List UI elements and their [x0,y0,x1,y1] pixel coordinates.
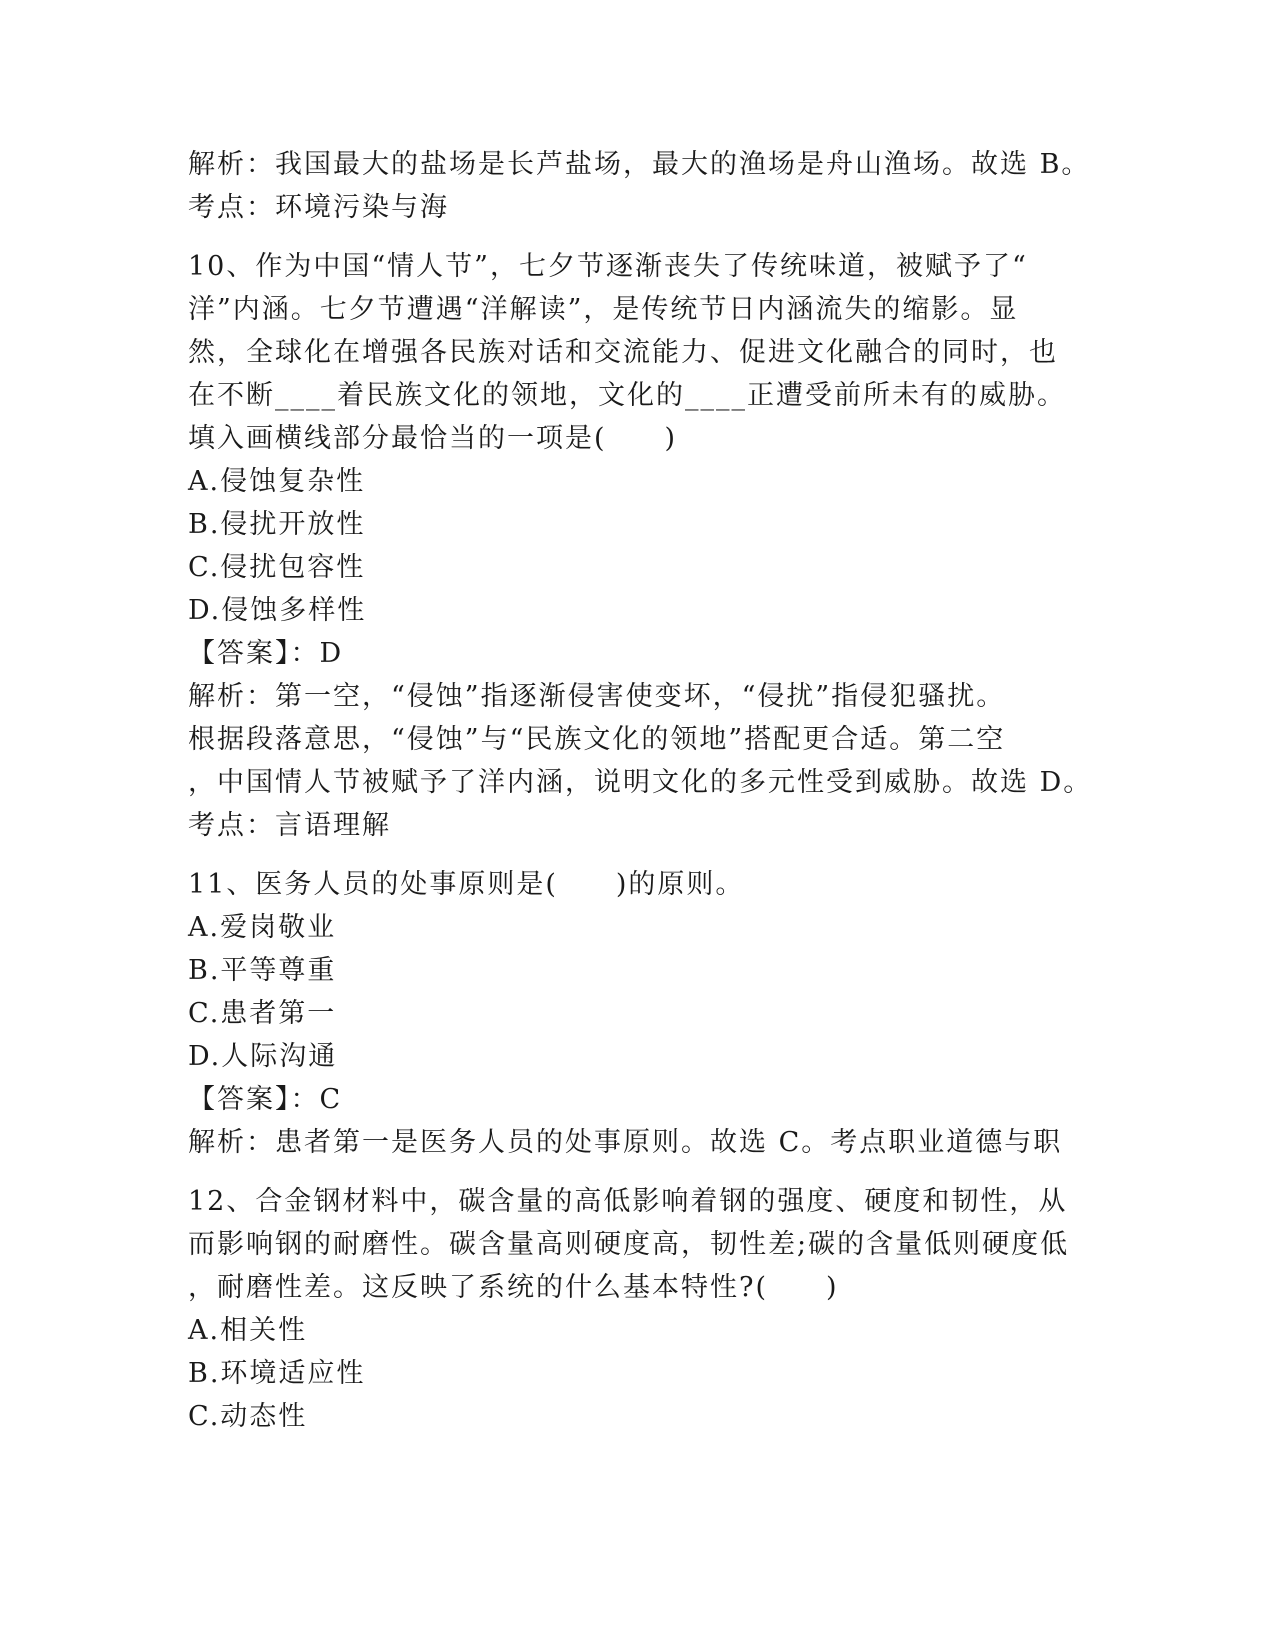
explanation-text: 根据段落意思，“侵蚀”与“民族文化的领地”搭配更合适。第二空 [188,724,1006,755]
question-text: 在不断____着民族文化的领地，文化的____正遭受前所未有的威胁。 [188,380,1066,411]
question-text: 12、合金钢材料中，碳含量的高低影响着钢的强度、硬度和韧性，从 [188,1186,1068,1217]
block-q9-explanation [188,143,1091,229]
question-text: 填入画横线部分最恰当的一项是( ) [188,423,678,454]
block-gap [188,229,1088,245]
topic-text: 考点：环境污染与海 [188,192,449,223]
question-text: 然，全球化在增强各民族对话和交流能力、促进文化融合的同时，也 [188,337,1058,368]
option-b: B.环境适应性 [188,1358,366,1389]
option-b: B.平等尊重 [188,955,337,986]
topic-text: 考点：言语理解 [188,810,391,841]
option-a: A.相关性 [188,1315,308,1346]
explanation-text: 解析：第一空，“侵蚀”指逐渐侵害使变坏，“侵扰”指侵犯骚扰。 [188,681,1006,712]
option-c: C.患者第一 [188,998,337,1029]
option-d: D.人际沟通 [188,1041,338,1072]
explanation-text: ，中国情人节被赋予了洋内涵，说明文化的多元性受到威胁。故选 D。 [188,767,1093,798]
explanation-text: 解析：患者第一是医务人员的处事原则。故选 C。考点职业道德与职 [188,1127,1063,1158]
question-text: 洋”内涵。七夕节遭遇“洋解读”，是传统节日内涵流失的缩影。显 [188,294,1019,325]
option-a: A.侵蚀复杂性 [188,466,366,497]
question-text: ，耐磨性差。这反映了系统的什么基本特性?( ) [188,1272,839,1303]
block-q11 [188,863,1088,1164]
option-b: B.侵扰开放性 [188,509,366,540]
question-text: 11、医务人员的处事原则是( )的原则。 [188,869,745,900]
explanation-text: 解析：我国最大的盐场是长芦盐场，最大的渔场是舟山渔场。故选 B。 [188,149,1091,180]
question-text: 10、作为中国“情人节”，七夕节逐渐丧失了传统味道，被赋予了“ [188,251,1028,282]
answer-text: 【答案】：C [188,1084,343,1115]
block-gap [188,847,1088,863]
option-a: A.爱岗敬业 [188,912,337,943]
option-c: C.侵扰包容性 [188,552,366,583]
question-text: 而影响钢的耐磨性。碳含量高则硬度高，韧性差;碳的含量低则硬度低 [188,1229,1070,1260]
option-c: C.动态性 [188,1401,308,1432]
block-gap [188,1164,1088,1180]
document-page [188,143,1093,1438]
block-q12 [188,1180,1088,1438]
answer-text: 【答案】：D [188,638,344,669]
option-d: D.侵蚀多样性 [188,595,367,626]
block-q10 [188,245,1093,847]
